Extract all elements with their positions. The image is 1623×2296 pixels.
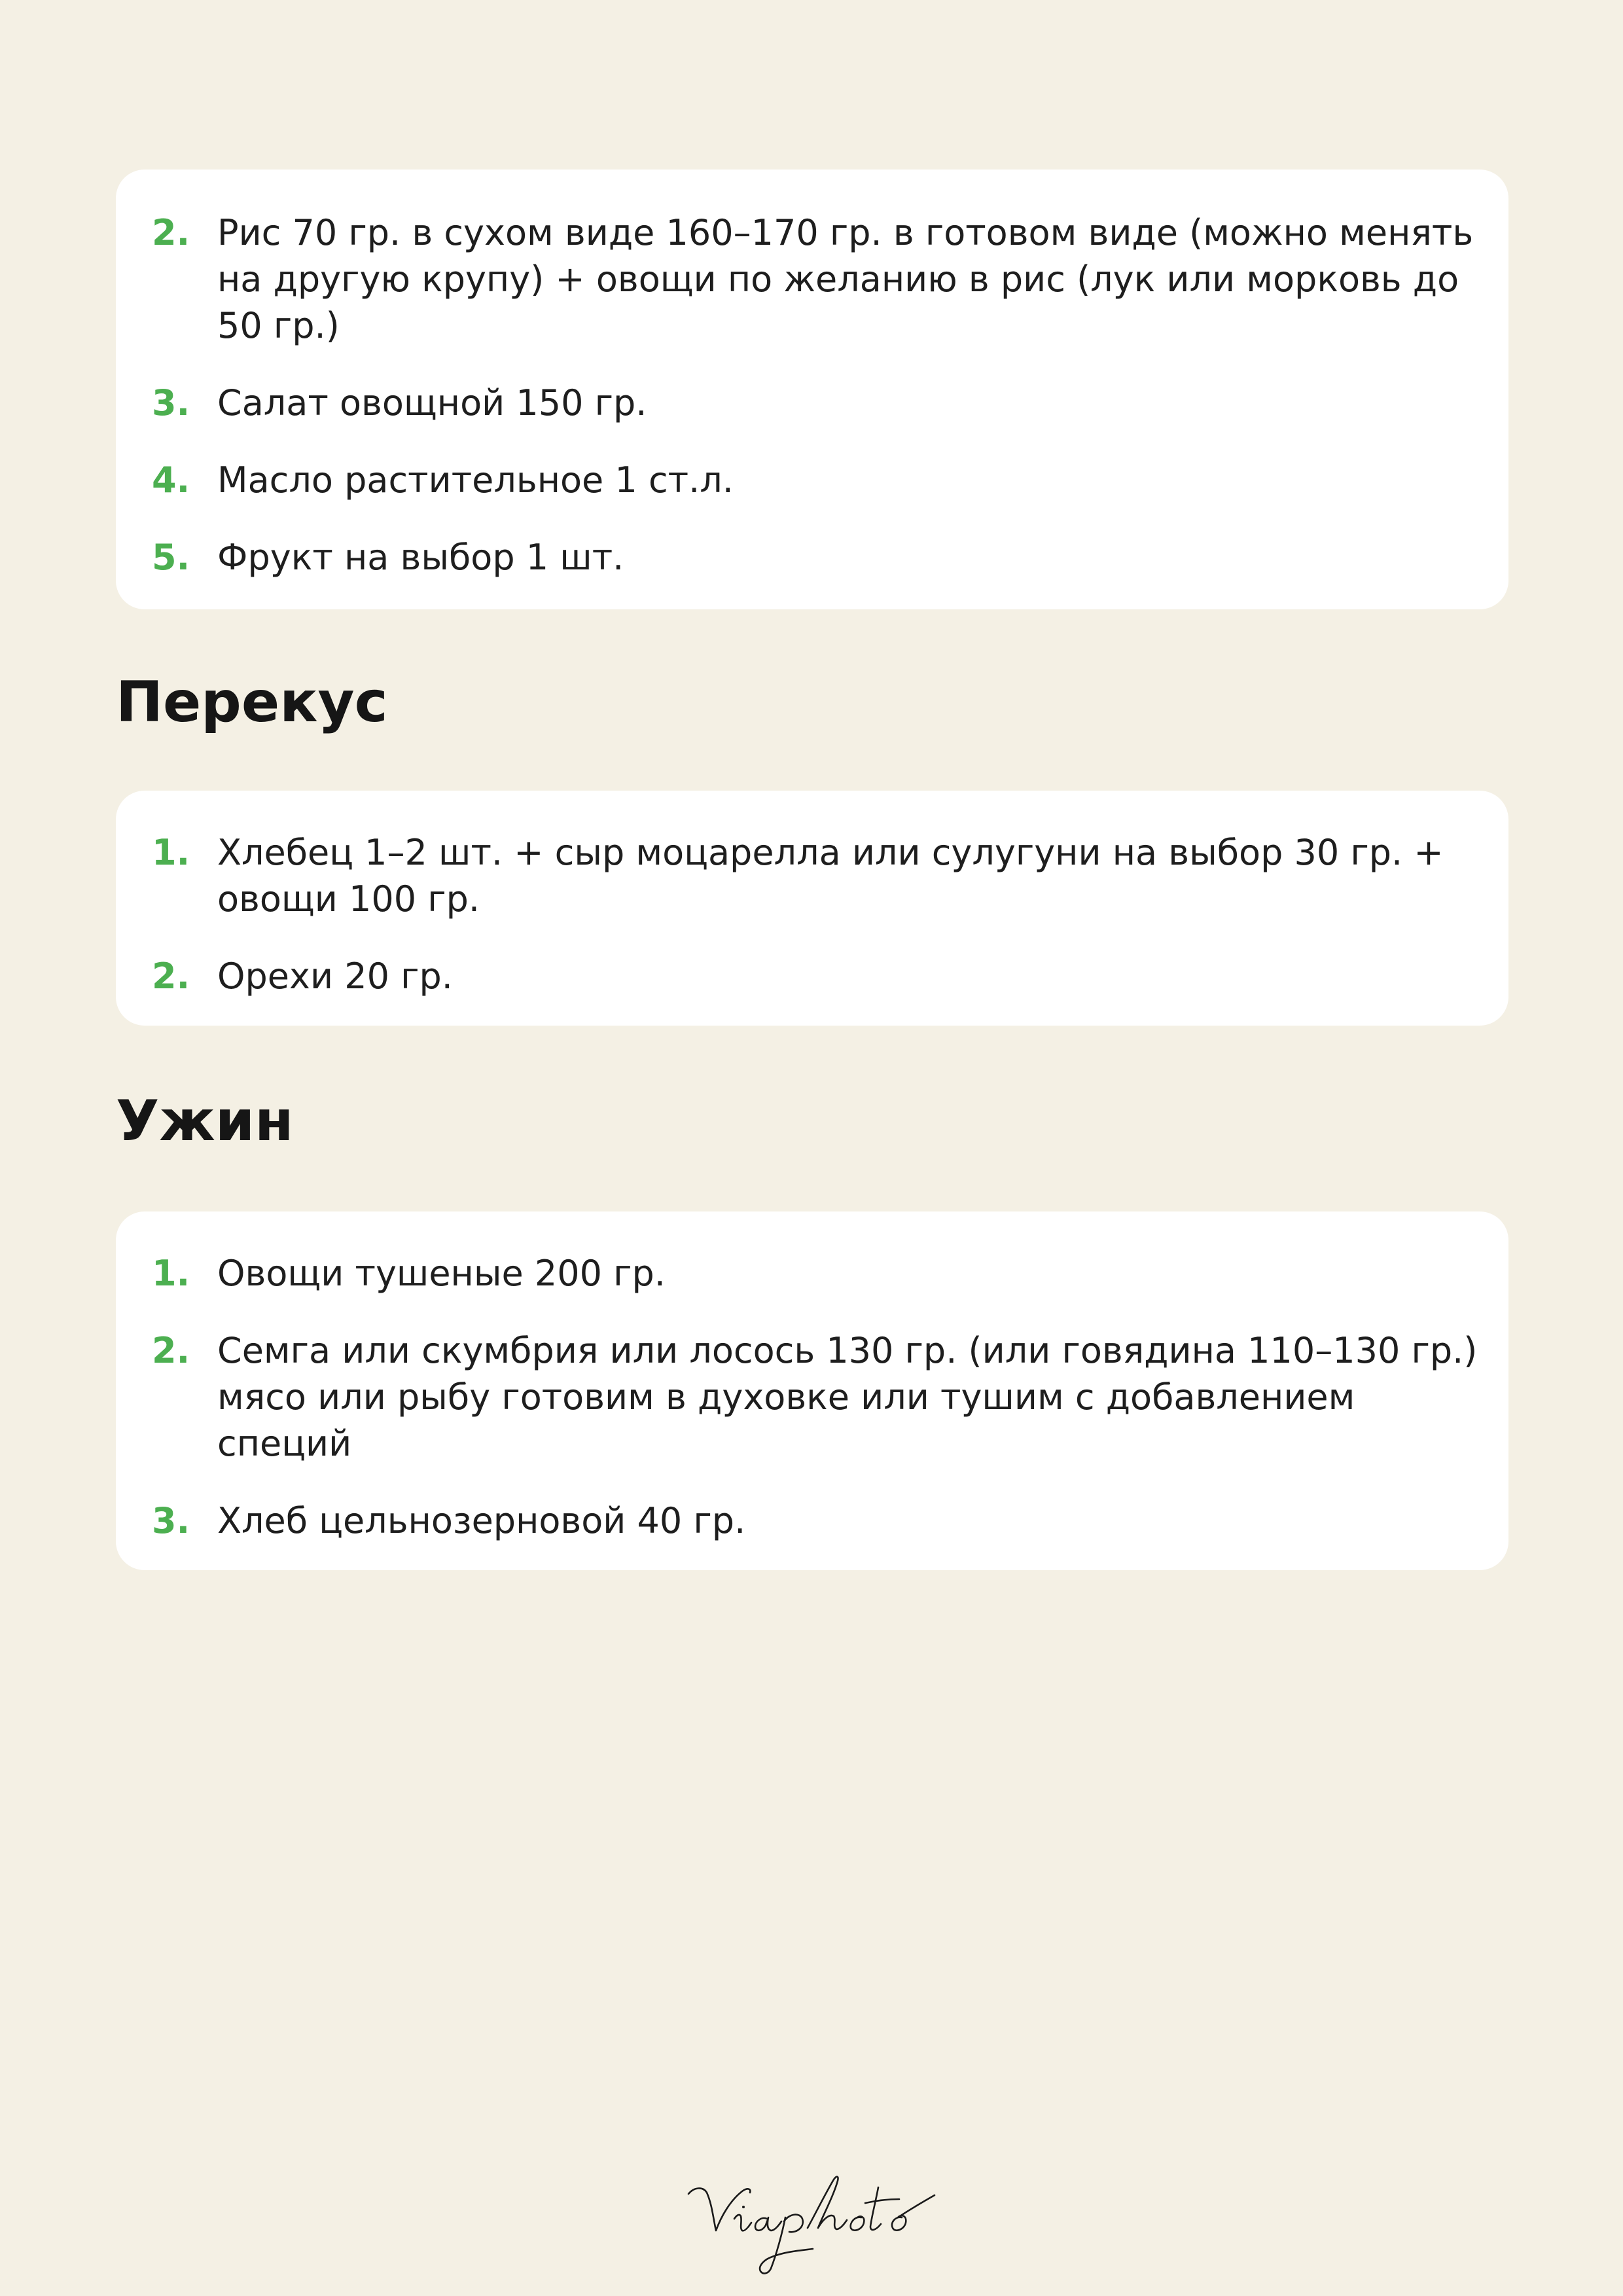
- item-number: 3.: [152, 382, 190, 423]
- list-item: [116, 1250, 1508, 1297]
- list-item: [116, 457, 1508, 503]
- list-item: [116, 209, 1508, 349]
- item-number: 1.: [152, 1253, 190, 1294]
- item-number: 1.: [152, 832, 190, 873]
- dinner-card: [116, 1211, 1508, 1570]
- snack-list: [116, 829, 1508, 999]
- lunch-list: [116, 209, 1508, 581]
- item-number: 4.: [152, 459, 190, 501]
- item-text: Хлебец 1–2 шт. + сыр моцарелла или сулугуни на выбор 30 гр. + овощи 100 гр.: [217, 832, 1444, 920]
- item-number: 2.: [152, 1330, 190, 1371]
- item-text: Рис 70 гр. в сухом виде 160–170 гр. в готовом виде (можно менять на другую крупу) + овощи по желанию в рис (лук или морковь до 50 гр.): [217, 212, 1474, 346]
- item-number: 3.: [152, 1500, 190, 1541]
- list-item: [116, 1498, 1508, 1544]
- list-item: [116, 953, 1508, 999]
- item-text: Масло растительное 1 ст.л.: [217, 459, 734, 501]
- item-number: 5.: [152, 537, 190, 578]
- item-text: Орехи 20 гр.: [217, 956, 453, 997]
- via-photo-logo: [674, 2153, 949, 2278]
- item-text: Салат овощной 150 гр.: [217, 382, 647, 423]
- section-heading-dinner: Ужин: [116, 1088, 294, 1154]
- dinner-list: [116, 1250, 1508, 1544]
- item-text: Фрукт на выбор 1 шт.: [217, 537, 624, 578]
- section-heading-snack: Перекус: [116, 670, 388, 735]
- lunch-card: [116, 170, 1508, 609]
- list-item: [116, 1327, 1508, 1467]
- item-text: Хлеб цельнозерновой 40 гр.: [217, 1500, 746, 1541]
- item-text: Овощи тушеные 200 гр.: [217, 1253, 666, 1294]
- list-item: [116, 829, 1508, 922]
- list-item: [116, 534, 1508, 581]
- snack-card: [116, 791, 1508, 1026]
- list-item: [116, 380, 1508, 426]
- item-number: 2.: [152, 212, 190, 253]
- item-text: Семга или скумбрия или лосось 130 гр. (или говядина 110–130 гр.) мясо или рыбу готовим в духовке или тушим с добавлением специй: [217, 1330, 1478, 1464]
- item-number: 2.: [152, 956, 190, 997]
